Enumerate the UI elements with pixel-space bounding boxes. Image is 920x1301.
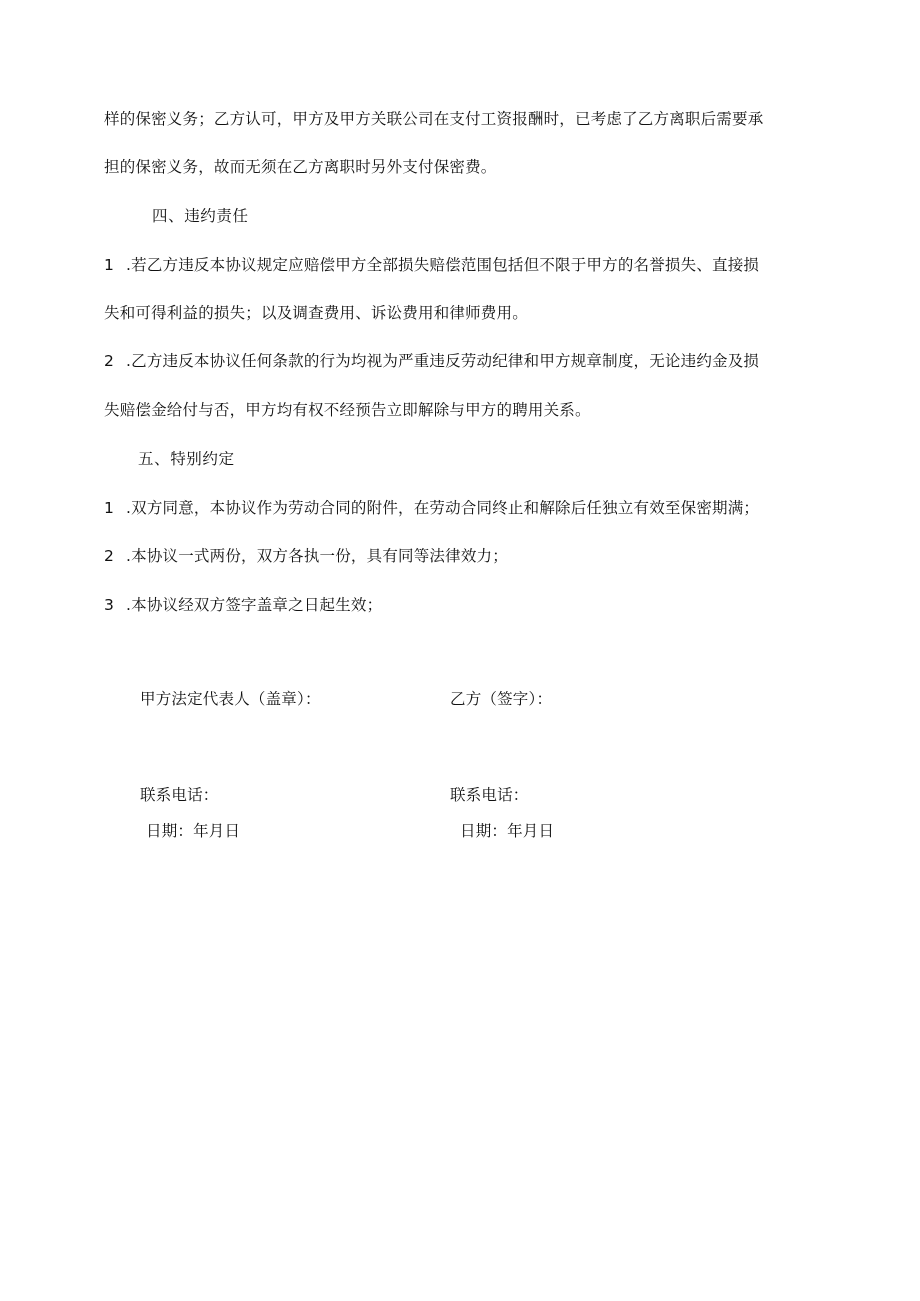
section5-item3-text: .本协议经双方签字盖章之日起生效； (126, 596, 383, 614)
section4-item1-number: 1 (104, 256, 115, 274)
party-a-date-label: 日期：年月日 (146, 822, 241, 840)
section4-item1-line2: 失和可得利益的损失；以及调查费用、诉讼费用和律师费用。 (104, 304, 528, 322)
section5-item1-number: 1 (104, 499, 115, 517)
section5-item2 (104, 545, 508, 567)
section5-item2-text: .本协议一式两份，双方各执一份，具有同等法律效力； (126, 547, 508, 565)
section4-item2-text: .乙方违反本协议任何条款的行为均视为严重违反劳动纪律和甲方规章制度，无论违约金及损 (126, 352, 760, 370)
section5-item2-number: 2 (104, 547, 115, 565)
section5-item3 (104, 594, 382, 616)
party-b-signature-label: 乙方（签字）： (450, 690, 553, 708)
party-a-phone-label: 联系电话： (140, 786, 219, 804)
party-a-signature-label: 甲方法定代表人（盖章）： (140, 690, 321, 708)
section4-item1-text: .若乙方违反本协议规定应赔偿甲方全部损失赔偿范围包括但不限于甲方的名誉损失、直接损 (126, 256, 760, 274)
section5-item1 (104, 497, 759, 519)
section4-heading: 四、违约责任 (152, 207, 249, 225)
party-b-phone-label: 联系电话： (450, 786, 529, 804)
section5-item3-number: 3 (104, 596, 115, 614)
section5-item1-text: .双方同意，本协议作为劳动合同的附件，在劳动合同终止和解除后任独立有效至保密期满； (126, 499, 760, 517)
section4-item2-number: 2 (104, 352, 115, 370)
section4-item1-line1 (104, 254, 759, 276)
section4-item2-line2: 失赔偿金给付与否，甲方均有权不经预告立即解除与甲方的聘用关系。 (104, 401, 591, 419)
party-b-date-label: 日期：年月日 (460, 822, 555, 840)
section5-heading: 五、特别约定 (138, 450, 235, 468)
section3-tail-line2: 担的保密义务，故而无须在乙方离职时另外支付保密费。 (104, 158, 497, 176)
section3-tail-line1: 样的保密义务；乙方认可，甲方及甲方关联公司在支付工资报酬时，已考虑了乙方离职后需要承 (104, 110, 764, 128)
section4-item2-line1 (104, 350, 759, 372)
